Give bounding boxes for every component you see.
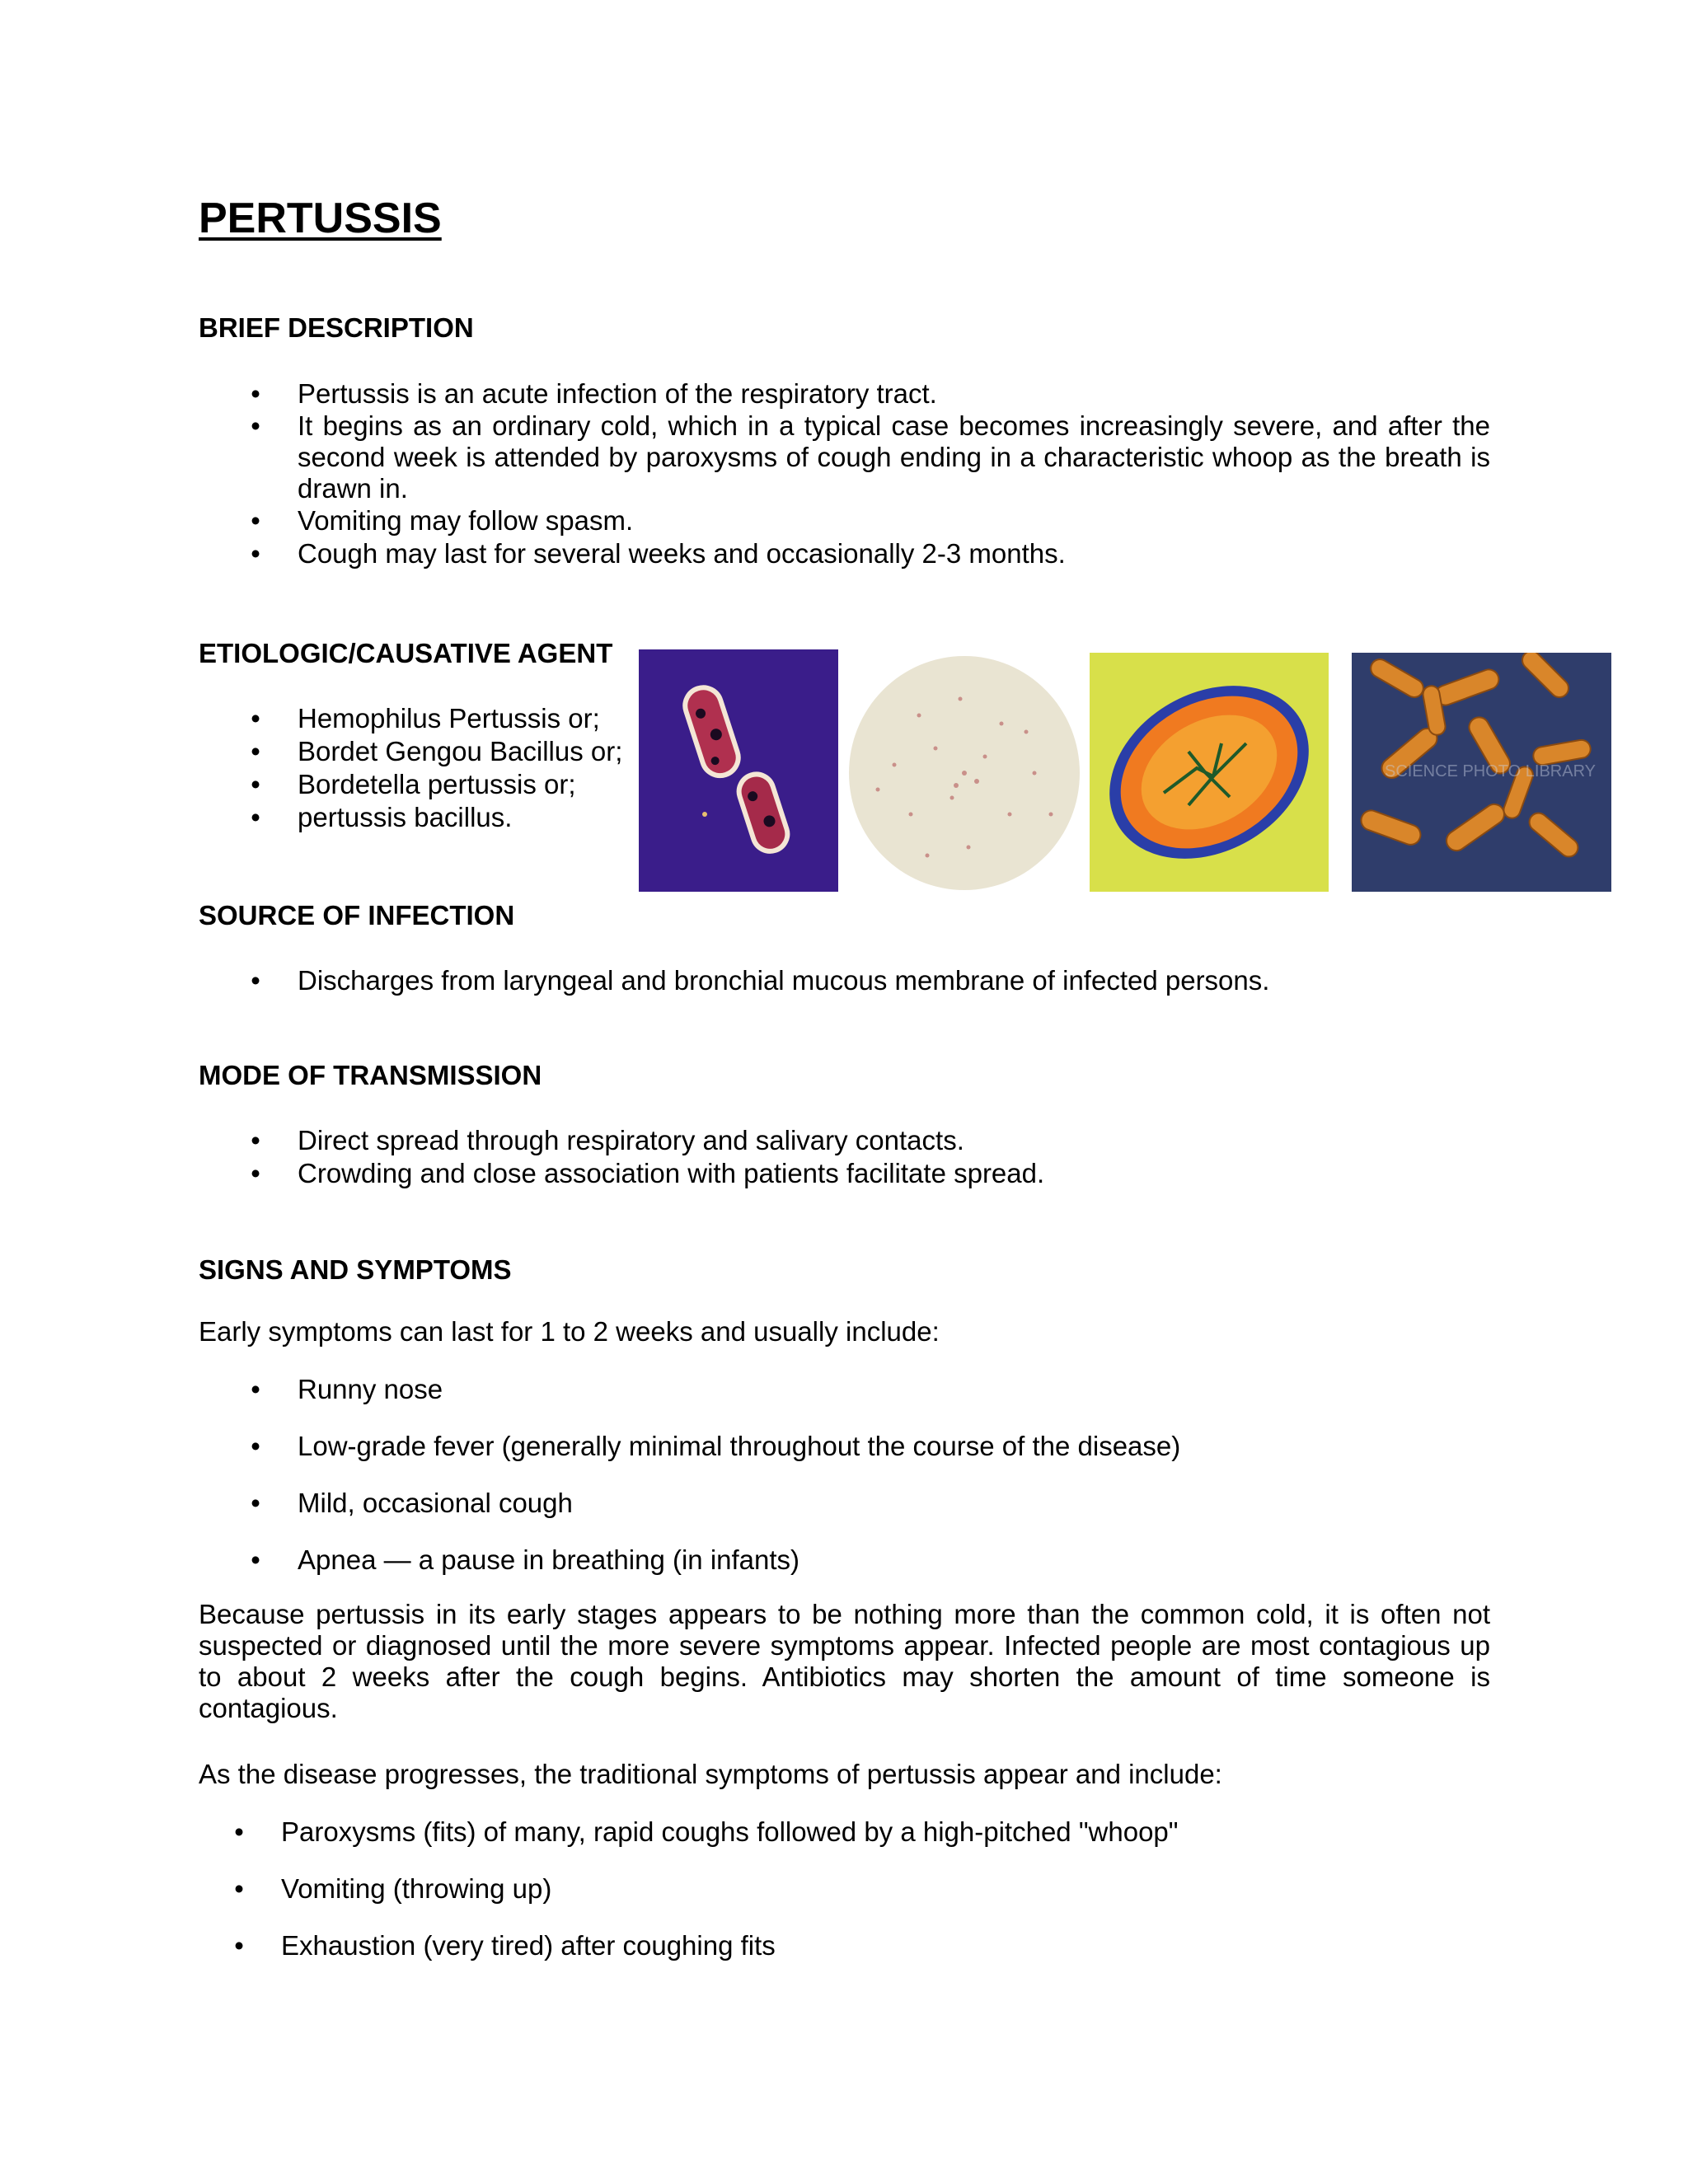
- list-item: • Discharges from laryngeal and bronchial mucous membrane of infected persons.: [298, 964, 1490, 997]
- list-item: • Direct spread through respiratory and salivary contacts.: [298, 1124, 1490, 1157]
- page-title: PERTUSSIS: [199, 194, 442, 242]
- brief-description-list: [251, 377, 1490, 570]
- bullet-icon: •: [251, 1431, 260, 1461]
- bullet-icon: •: [234, 1816, 244, 1847]
- bullet-icon: •: [251, 1488, 260, 1518]
- bullet-icon: •: [251, 802, 260, 832]
- list-item: • Mild, occasional cough: [298, 1487, 1490, 1520]
- source-list: [251, 964, 1490, 997]
- list-item: • Vomiting may follow spasm.: [298, 504, 1490, 537]
- contagious-paragraph: Because pertussis in its early stages appears to be nothing more than the common cold, it is often not suspected or diagnosed until the more severe symptoms appear. Infected people are most contagious up to about 2 weeks after the cough begins. Antibiotics may shorten the amount of time someone is contagious.: [199, 1599, 1490, 1723]
- bacteria-micrograph-orange: [1090, 653, 1329, 892]
- list-item: • Cough may last for several weeks and occasionally 2-3 months.: [298, 537, 1490, 570]
- bacteria-sem-rods: [1352, 653, 1611, 892]
- brief-description-heading: BRIEF DESCRIPTION: [199, 312, 474, 343]
- late-symptoms-list: [234, 1816, 1490, 1986]
- bullet-icon: •: [234, 1930, 244, 1961]
- bullet-icon: •: [251, 965, 260, 996]
- source-heading: SOURCE OF INFECTION: [199, 900, 515, 930]
- list-item: • Crowding and close association with patients facilitate spread.: [298, 1157, 1490, 1190]
- bullet-icon: •: [234, 1873, 244, 1904]
- bullet-icon: •: [251, 1158, 260, 1188]
- early-symptoms-list: [251, 1373, 1490, 1601]
- list-item: • Bordetella pertussis or;: [298, 768, 644, 801]
- bullet-icon: •: [251, 1374, 260, 1404]
- bullet-icon: •: [251, 538, 260, 569]
- etiologic-list: [251, 702, 644, 834]
- bacteria-micrograph-purple: [639, 649, 838, 892]
- list-item: • Bordet Gengou Bacillus or;: [298, 735, 644, 768]
- list-item: • Hemophilus Pertussis or;: [298, 702, 644, 735]
- bullet-icon: •: [251, 1125, 260, 1155]
- bacteria-image-strip: [639, 649, 1611, 892]
- list-item: • Pertussis is an acute infection of the respiratory tract.: [298, 377, 1490, 410]
- mode-list: [251, 1124, 1490, 1190]
- bullet-icon: •: [251, 736, 260, 766]
- early-symptoms-intro: Early symptoms can last for 1 to 2 weeks and usually include:: [199, 1316, 940, 1347]
- list-item: • Exhaustion (very tired) after coughing fits: [281, 1929, 1490, 1962]
- list-item: • Low-grade fever (generally minimal throughout the course of the disease): [298, 1430, 1490, 1463]
- list-item: • Paroxysms (fits) of many, rapid coughs followed by a high-pitched "whoop": [281, 1816, 1490, 1849]
- bacteria-culture-plate: [845, 649, 1084, 892]
- bullet-icon: •: [251, 1544, 260, 1575]
- list-item: • Vomiting (throwing up): [281, 1872, 1490, 1905]
- list-item: • It begins as an ordinary cold, which in a typical case becomes increasingly severe, and after the second week is attended by paroxysms of cough ending in a characteristic whoop as the breath is drawn in.: [298, 410, 1490, 504]
- bullet-icon: •: [251, 410, 260, 441]
- list-item: • pertussis bacillus.: [298, 801, 644, 834]
- list-item: • Runny nose: [298, 1373, 1490, 1406]
- watermark-text: SCIENCE PHOTO LIBRARY: [1385, 762, 1596, 780]
- bullet-icon: •: [251, 769, 260, 799]
- bullet-icon: •: [251, 505, 260, 536]
- bullet-icon: •: [251, 703, 260, 733]
- list-item: • Apnea — a pause in breathing (in infants): [298, 1544, 1490, 1577]
- bullet-icon: •: [251, 378, 260, 409]
- signs-heading: SIGNS AND SYMPTOMS: [199, 1254, 512, 1285]
- progression-intro: As the disease progresses, the traditional symptoms of pertussis appear and include:: [199, 1759, 1222, 1789]
- etiologic-heading: ETIOLOGIC/CAUSATIVE AGENT: [199, 638, 613, 668]
- mode-heading: MODE OF TRANSMISSION: [199, 1060, 542, 1090]
